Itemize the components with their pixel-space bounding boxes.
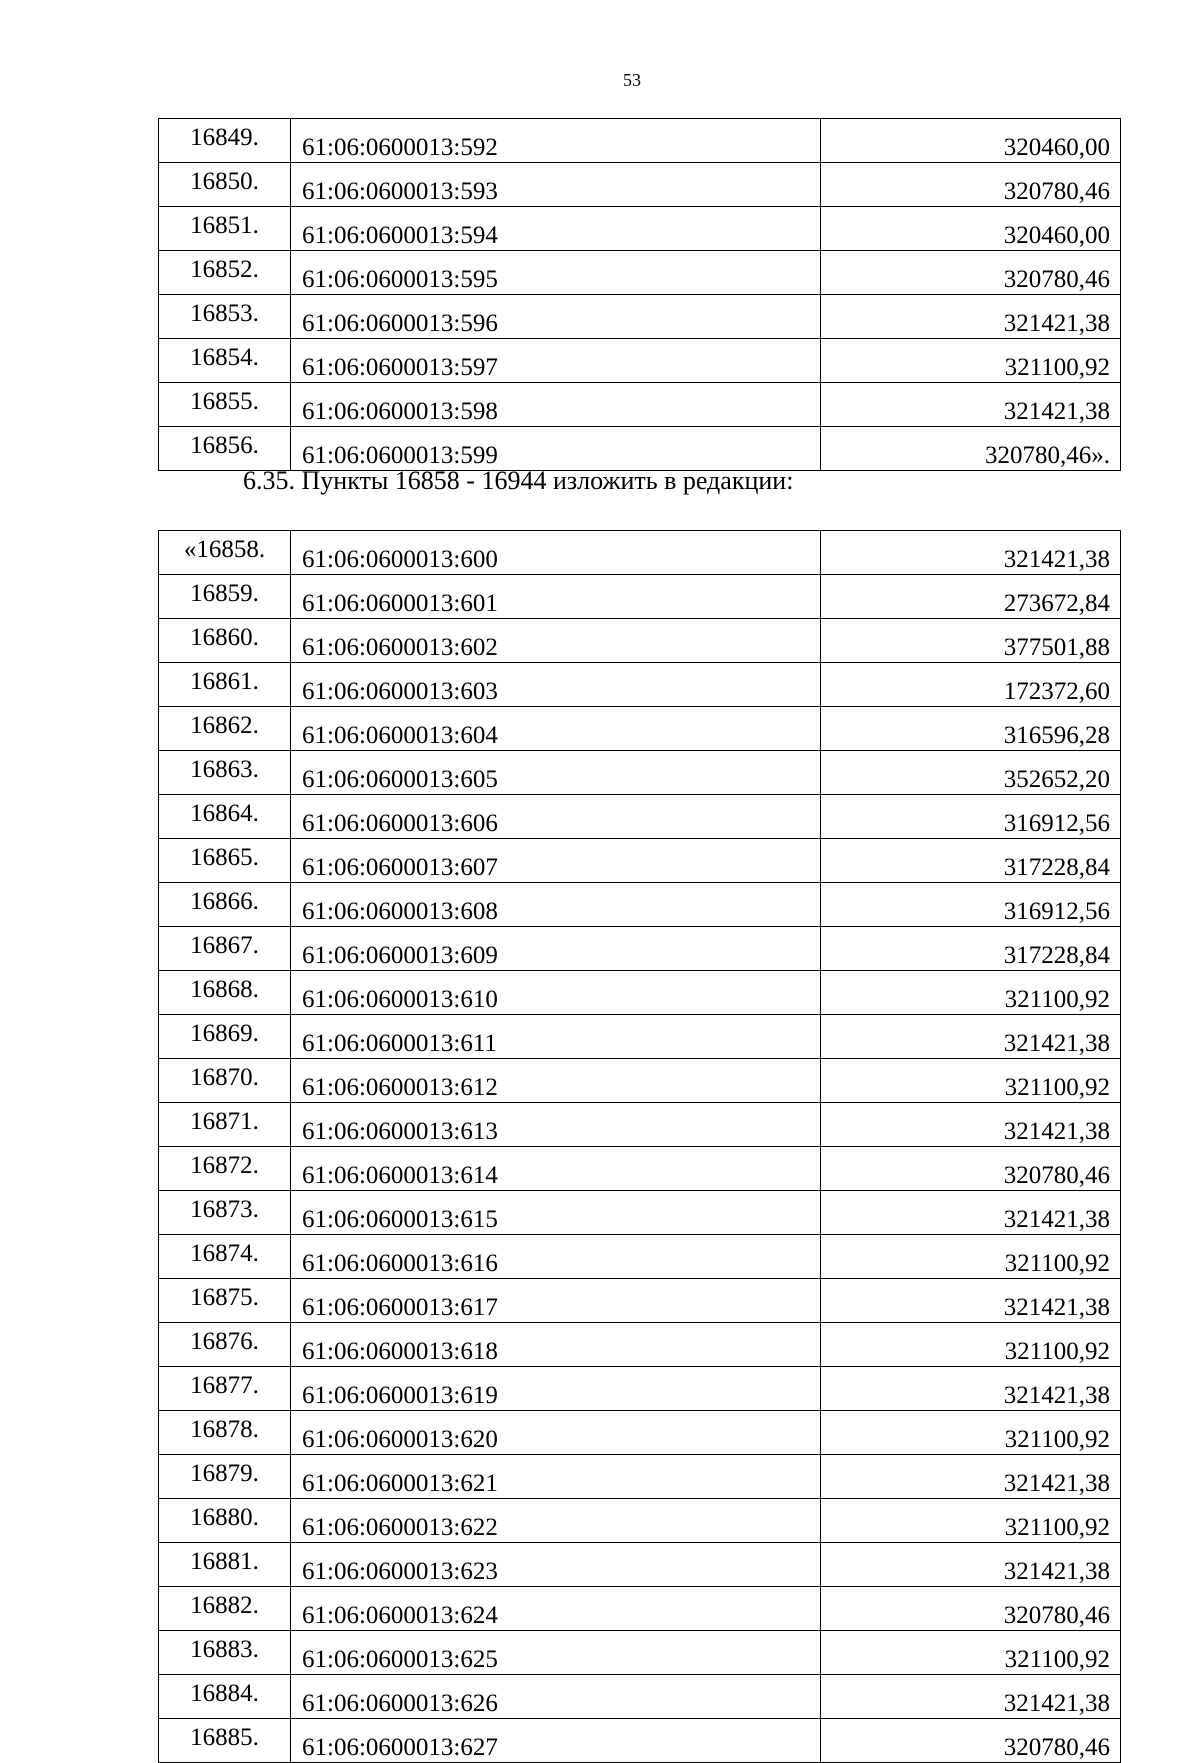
cadastral-number: 61:06:0600013:617 [291, 1279, 821, 1323]
cadastral-number: 61:06:0600013:611 [291, 1015, 821, 1059]
row-number: 16867. [159, 927, 291, 971]
cadastral-number: 61:06:0600013:620 [291, 1411, 821, 1455]
table-row [159, 971, 1121, 1015]
cadastral-value: 321421,38 [821, 1191, 1121, 1235]
row-number: 16870. [159, 1059, 291, 1103]
cadastral-number: 61:06:0600013:597 [291, 339, 821, 383]
cadastral-value: 321100,92 [821, 1235, 1121, 1279]
cadastral-value: 321421,38 [821, 1543, 1121, 1587]
table-row [159, 795, 1121, 839]
cadastral-number: 61:06:0600013:600 [291, 531, 821, 575]
table-row [159, 1103, 1121, 1147]
cadastral-number: 61:06:0600013:605 [291, 751, 821, 795]
cadastral-value: 321421,38 [821, 531, 1121, 575]
cadastral-number: 61:06:0600013:610 [291, 971, 821, 1015]
cadastral-number: 61:06:0600013:604 [291, 707, 821, 751]
cadastral-number: 61:06:0600013:599 [291, 427, 821, 471]
cadastral-number: 61:06:0600013:606 [291, 795, 821, 839]
cadastral-number: 61:06:0600013:601 [291, 575, 821, 619]
cadastral-number: 61:06:0600013:623 [291, 1543, 821, 1587]
row-number: 16865. [159, 839, 291, 883]
cadastral-value: 172372,60 [821, 663, 1121, 707]
cadastral-number: 61:06:0600013:615 [291, 1191, 821, 1235]
cadastral-value: 320780,46 [821, 251, 1121, 295]
row-number: 16871. [159, 1103, 291, 1147]
cadastral-number: 61:06:0600013:596 [291, 295, 821, 339]
table-row [159, 163, 1121, 207]
cadastral-number: 61:06:0600013:609 [291, 927, 821, 971]
row-number: 16875. [159, 1279, 291, 1323]
row-number: 16868. [159, 971, 291, 1015]
cadastral-value: 321100,92 [821, 1499, 1121, 1543]
cadastral-value: 377501,88 [821, 619, 1121, 663]
cadastral-value-table-new [158, 530, 1121, 1763]
cadastral-value-table-continued [158, 118, 1121, 471]
table-row [159, 1367, 1121, 1411]
cadastral-value: 321421,38 [821, 383, 1121, 427]
cadastral-value: 320460,00 [821, 207, 1121, 251]
row-number: 16876. [159, 1323, 291, 1367]
row-number: 16874. [159, 1235, 291, 1279]
table-row [159, 119, 1121, 163]
table-row [159, 1147, 1121, 1191]
cadastral-number: 61:06:0600013:598 [291, 383, 821, 427]
row-number: 16859. [159, 575, 291, 619]
row-number: 16885. [159, 1719, 291, 1763]
cadastral-number: 61:06:0600013:608 [291, 883, 821, 927]
table-row [159, 1543, 1121, 1587]
cadastral-value: 320780,46». [821, 427, 1121, 471]
cadastral-number: 61:06:0600013:592 [291, 119, 821, 163]
cadastral-value: 321421,38 [821, 1455, 1121, 1499]
table-row [159, 1191, 1121, 1235]
row-number: 16880. [159, 1499, 291, 1543]
row-number: «16858. [159, 531, 291, 575]
table-row [159, 839, 1121, 883]
cadastral-number: 61:06:0600013:619 [291, 1367, 821, 1411]
table-row [159, 427, 1121, 471]
cadastral-number: 61:06:0600013:625 [291, 1631, 821, 1675]
cadastral-value: 321421,38 [821, 1015, 1121, 1059]
cadastral-number: 61:06:0600013:621 [291, 1455, 821, 1499]
row-number: 16877. [159, 1367, 291, 1411]
table-row [159, 1059, 1121, 1103]
row-number: 16866. [159, 883, 291, 927]
cadastral-value: 320780,46 [821, 1587, 1121, 1631]
table-row [159, 1015, 1121, 1059]
table-row [159, 1719, 1121, 1763]
row-number: 16852. [159, 251, 291, 295]
row-number: 16864. [159, 795, 291, 839]
cadastral-value: 320780,46 [821, 1719, 1121, 1763]
table-row [159, 619, 1121, 663]
cadastral-value: 316912,56 [821, 795, 1121, 839]
cadastral-value: 317228,84 [821, 839, 1121, 883]
cadastral-value: 316596,28 [821, 707, 1121, 751]
row-number: 16878. [159, 1411, 291, 1455]
cadastral-value: 321100,92 [821, 971, 1121, 1015]
row-number: 16882. [159, 1587, 291, 1631]
table-row [159, 1235, 1121, 1279]
cadastral-value: 316912,56 [821, 883, 1121, 927]
cadastral-value: 273672,84 [821, 575, 1121, 619]
table-body [159, 119, 1121, 471]
table-row [159, 1323, 1121, 1367]
cadastral-number: 61:06:0600013:627 [291, 1719, 821, 1763]
table-row [159, 1279, 1121, 1323]
table-row [159, 383, 1121, 427]
row-number: 16872. [159, 1147, 291, 1191]
row-number: 16850. [159, 163, 291, 207]
cadastral-number: 61:06:0600013:618 [291, 1323, 821, 1367]
table-row [159, 707, 1121, 751]
clause-heading: 6.35. Пункты 16858 - 16944 изложить в редакции: [243, 466, 794, 495]
row-number: 16854. [159, 339, 291, 383]
cadastral-value: 321421,38 [821, 1675, 1121, 1719]
cadastral-number: 61:06:0600013:616 [291, 1235, 821, 1279]
cadastral-value: 317228,84 [821, 927, 1121, 971]
cadastral-number: 61:06:0600013:626 [291, 1675, 821, 1719]
cadastral-value: 321100,92 [821, 1323, 1121, 1367]
row-number: 16863. [159, 751, 291, 795]
row-number: 16869. [159, 1015, 291, 1059]
table-body [159, 531, 1121, 1763]
cadastral-value: 321100,92 [821, 1411, 1121, 1455]
table-row [159, 339, 1121, 383]
row-number: 16851. [159, 207, 291, 251]
row-number: 16861. [159, 663, 291, 707]
row-number: 16879. [159, 1455, 291, 1499]
cadastral-value: 321421,38 [821, 295, 1121, 339]
cadastral-value: 321421,38 [821, 1279, 1121, 1323]
cadastral-number: 61:06:0600013:622 [291, 1499, 821, 1543]
row-number: 16856. [159, 427, 291, 471]
row-number: 16855. [159, 383, 291, 427]
table-row [159, 751, 1121, 795]
table-row [159, 1455, 1121, 1499]
table-row [159, 207, 1121, 251]
cadastral-value: 320780,46 [821, 163, 1121, 207]
cadastral-number: 61:06:0600013:612 [291, 1059, 821, 1103]
row-number: 16881. [159, 1543, 291, 1587]
table-row [159, 1675, 1121, 1719]
cadastral-value: 321421,38 [821, 1103, 1121, 1147]
row-number: 16883. [159, 1631, 291, 1675]
row-number: 16860. [159, 619, 291, 663]
row-number: 16884. [159, 1675, 291, 1719]
cadastral-number: 61:06:0600013:593 [291, 163, 821, 207]
cadastral-number: 61:06:0600013:603 [291, 663, 821, 707]
table-row [159, 1499, 1121, 1543]
cadastral-number: 61:06:0600013:595 [291, 251, 821, 295]
cadastral-value: 320460,00 [821, 119, 1121, 163]
table-row [159, 1587, 1121, 1631]
table-row [159, 575, 1121, 619]
table-row [159, 531, 1121, 575]
cadastral-value: 321100,92 [821, 339, 1121, 383]
table-row [159, 1411, 1121, 1455]
cadastral-number: 61:06:0600013:602 [291, 619, 821, 663]
cadastral-value: 321100,92 [821, 1631, 1121, 1675]
table-row [159, 663, 1121, 707]
cadastral-number: 61:06:0600013:607 [291, 839, 821, 883]
table-row [159, 883, 1121, 927]
table-row [159, 295, 1121, 339]
cadastral-value: 321100,92 [821, 1059, 1121, 1103]
table-row [159, 927, 1121, 971]
cadastral-value: 320780,46 [821, 1147, 1121, 1191]
cadastral-value: 321421,38 [821, 1367, 1121, 1411]
table-row [159, 251, 1121, 295]
cadastral-number: 61:06:0600013:613 [291, 1103, 821, 1147]
row-number: 16862. [159, 707, 291, 751]
cadastral-value: 352652,20 [821, 751, 1121, 795]
cadastral-number: 61:06:0600013:594 [291, 207, 821, 251]
page-number: 53 [623, 70, 641, 90]
cadastral-number: 61:06:0600013:614 [291, 1147, 821, 1191]
row-number: 16873. [159, 1191, 291, 1235]
cadastral-number: 61:06:0600013:624 [291, 1587, 821, 1631]
row-number: 16853. [159, 295, 291, 339]
row-number: 16849. [159, 119, 291, 163]
table-row [159, 1631, 1121, 1675]
